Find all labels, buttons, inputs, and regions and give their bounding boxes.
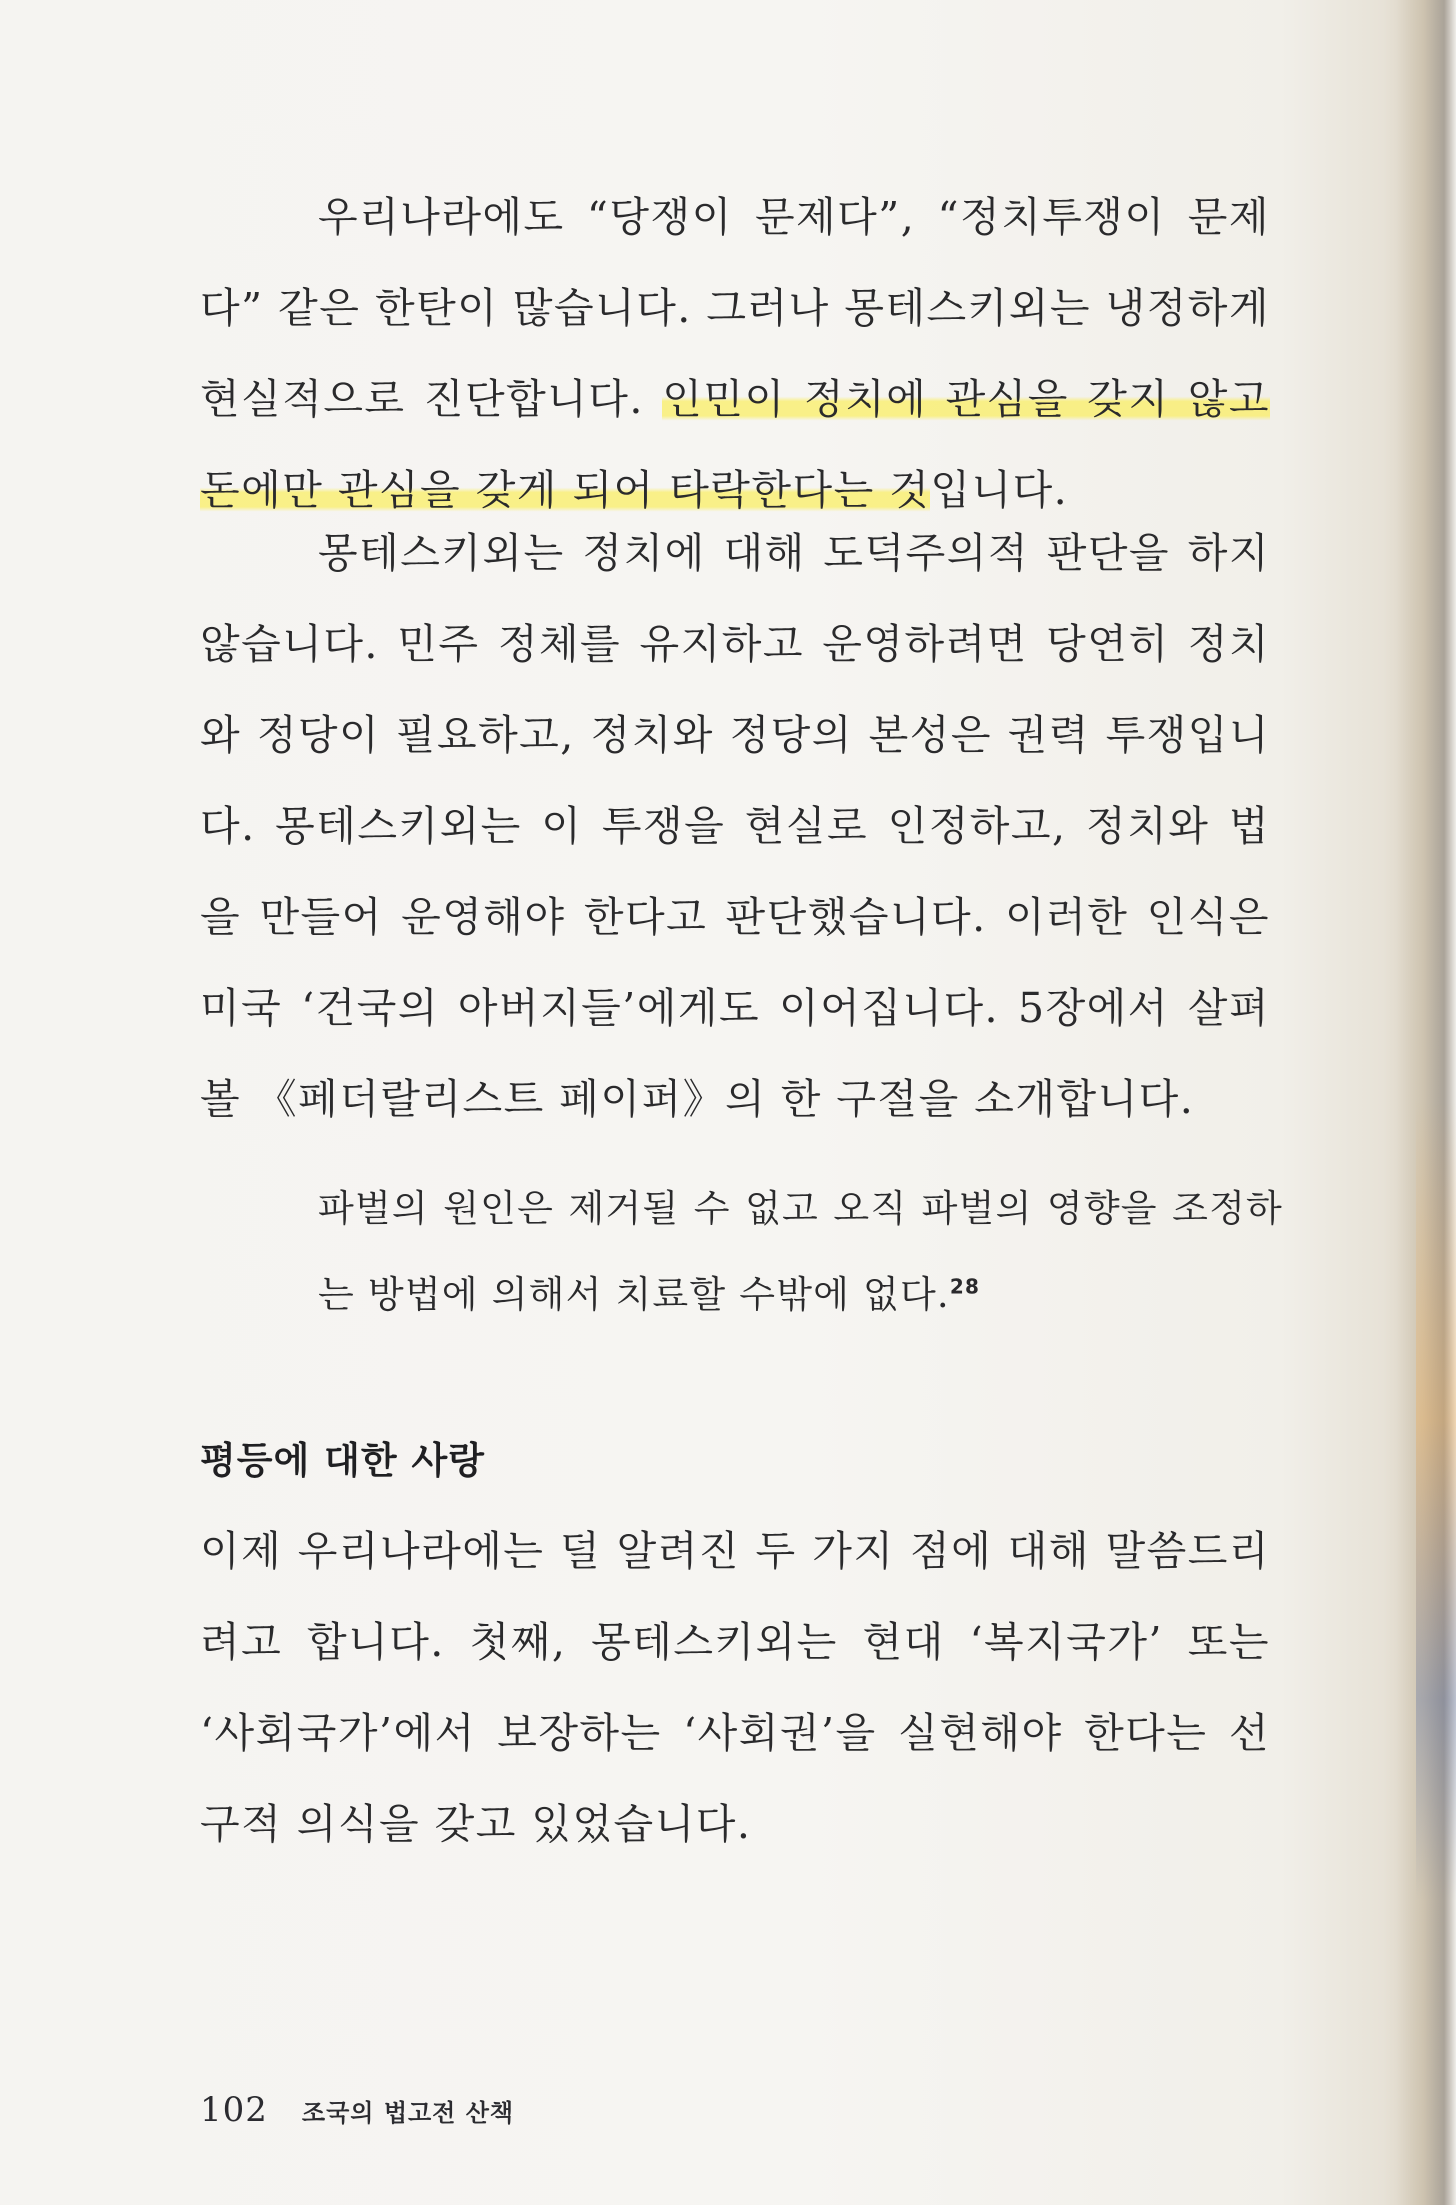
footnote-marker: 28 <box>949 1274 981 1299</box>
highlighted-text: 인민이 정치에 관심을 갖지 않고 돈에만 관심을 갖게 되어 타락한다는 것 <box>200 375 1270 514</box>
paragraph-3: 이제 우리나라에는 덜 알려진 두 가지 점에 대해 말씀드리려고 합니다. 첫째, 몽테스키외는 현대 ‘복지국가’ 또는 ‘사회국가’에서 보장하는 ‘사회권’을 실현해야 한다는 선구적 의식을 갖고 있었습니다. <box>200 1527 1270 1848</box>
block-quote <box>318 1166 1283 1338</box>
page-footer <box>200 2090 514 2130</box>
section-heading: 평등에 대한 사랑 <box>200 1439 485 1482</box>
paragraph-1-text: 우리나라에도 “당쟁이 문제다”, “정치투쟁이 문제다” 같은 한탄이 많습니다. 그러나 몽테스키외는 냉정하게 현실적으로 진단합니다. <box>200 193 1270 423</box>
page-number: 102 <box>200 2090 268 2130</box>
page-edge-tint <box>1416 1100 1456 1900</box>
paragraph-1-end: 입니다. <box>930 466 1069 514</box>
running-title: 조국의 법고전 산책 <box>301 2099 515 2127</box>
paragraph-2: 몽테스키외는 정치에 대해 도덕주의적 판단을 하지 않습니다. 민주 정체를 유지하고 운영하려면 당연히 정치와 정당이 필요하고, 정치와 정당의 본성은 권력 투쟁입니다. 몽테스키외는 이 투쟁을 현실로 인정하고, 정치와 법을 만들어 운영해야 한다고 판단했습니다. 이러한 인식은 미국 ‘건국의 아버지들’에게도 이어집니다. 5장에서 살펴볼 《페더랄리스트 페이퍼》의 한 구절을 소개합니다. <box>200 529 1270 1123</box>
quote-text: 파벌의 원인은 제거될 수 없고 오직 파벌의 영향을 조정하는 방법에 의해서 치료할 수밖에 없다. <box>318 1187 1283 1316</box>
paragraph-1 <box>200 172 1270 536</box>
